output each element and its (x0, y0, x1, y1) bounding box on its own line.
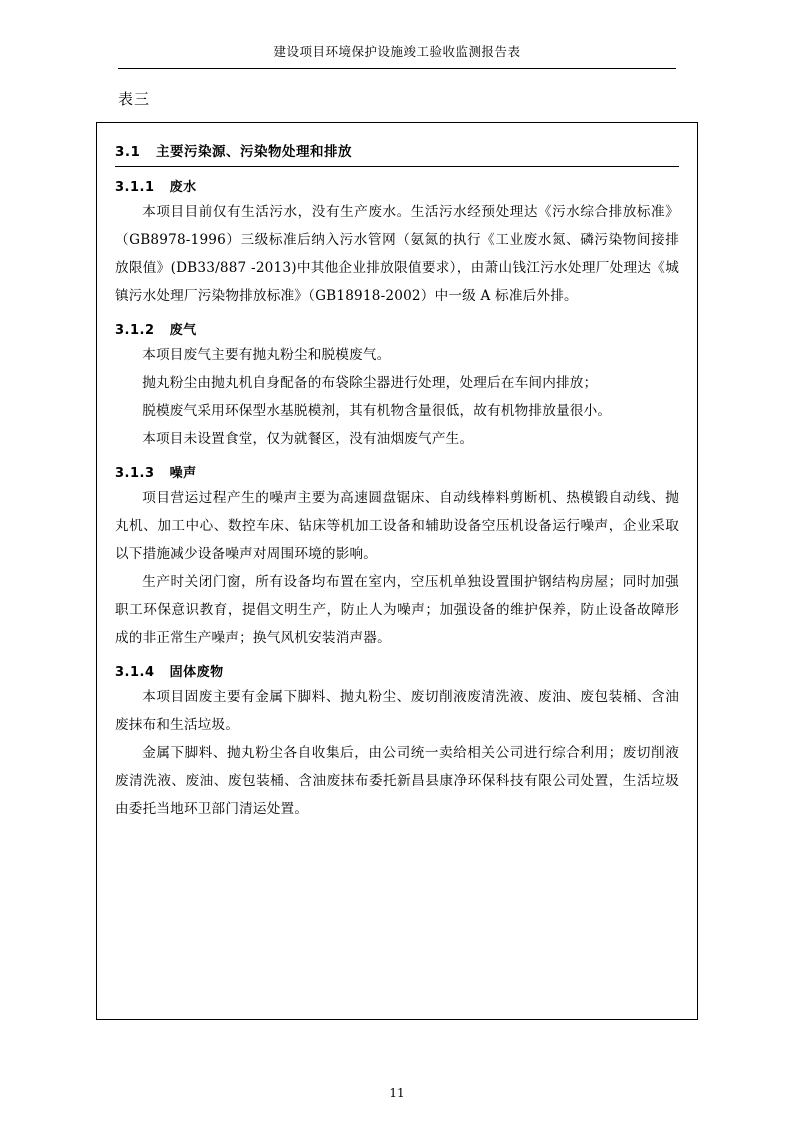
table-label: 表三 (118, 90, 151, 108)
header-divider (118, 68, 676, 69)
paragraph: 抛丸粉尘由抛丸机自身配备的布袋除尘器进行处理，处理后在车间内排放； (142, 375, 598, 391)
subsection-title: 废气 (169, 323, 197, 338)
subsection-heading-3-1-2 (115, 319, 679, 338)
page-number: 11 (389, 1086, 405, 1100)
section-divider (115, 166, 679, 167)
paragraph: 本项目未设置食堂，仅为就餐区，没有油烟废气产生。 (142, 431, 474, 447)
section-heading-3-1 (115, 140, 679, 160)
paragraph: 项目营运过程产生的噪声主要为高速圆盘锯床、自动线棒料剪断机、热模锻自动线、抛丸机、加工中心、数控车床、钻床等机加工设备和辅助设备空压机设备运行噪声，企业采取以下措施减少设备噪声对周围环境的影响。 (115, 490, 679, 562)
paragraph: 生产时关闭门窗，所有设备均布置在室内，空压机单独设置围护钢结构房屋；同时加强职工环保意识教育，提倡文明生产，防止人为噪声；加强设备的维护保养，防止设备故障形成的非正常生产噪声；换气风机安装消声器。 (115, 574, 679, 646)
subsection-heading-3-1-1 (115, 176, 679, 195)
subsection-number: 3.1.3 (115, 466, 155, 481)
paragraph: 本项目废气主要有抛丸粉尘和脱模废气。 (142, 347, 391, 363)
content-box (96, 122, 698, 1020)
page-header: 建设项目环境保护设施竣工验收监测报告表 (273, 44, 521, 59)
paragraph: 本项目固废主要有金属下脚料、抛丸粉尘、废切削液废清洗液、废油、废包装桶、含油废抹布和生活垃圾。 (115, 689, 679, 733)
subsection-heading-3-1-3 (115, 462, 679, 481)
paragraph: 金属下脚料、抛丸粉尘各自收集后，由公司统一卖给相关公司进行综合利用；废切削液废清洗液、废油、废包装桶、含油废抹布委托新昌县康净环保科技有限公司处置，生活垃圾由委托当地环卫部门清运处置。 (115, 745, 679, 817)
paragraph: 脱模废气采用环保型水基脱模剂，其有机物含量很低，故有机物排放量很小。 (142, 403, 612, 419)
section-number: 3.1 (115, 144, 141, 160)
subsection-heading-3-1-4 (115, 661, 679, 680)
section-title: 主要污染源、污染物处理和排放 (156, 144, 353, 160)
subsection-title: 固体废物 (169, 665, 224, 680)
subsection-number: 3.1.1 (115, 180, 155, 195)
subsection-number: 3.1.2 (115, 323, 155, 338)
subsection-title: 噪声 (169, 466, 197, 481)
subsection-number: 3.1.4 (115, 665, 155, 680)
subsection-title: 废水 (169, 180, 197, 195)
paragraph: 本项目目前仅有生活污水，没有生产废水。生活污水经预处理达《污水综合排放标准》（GB8978-1996）三级标准后纳入污水管网（氨氮的执行《工业废水氮、磷污染物间接排放限值》(DB33/887 -2013)中其他企业排放限值要求），由萧山钱江污水处理厂处理达《城镇污水处理厂污染物排放标准》（GB18918-2002）中一级 A 标准后外排。 (115, 204, 679, 304)
